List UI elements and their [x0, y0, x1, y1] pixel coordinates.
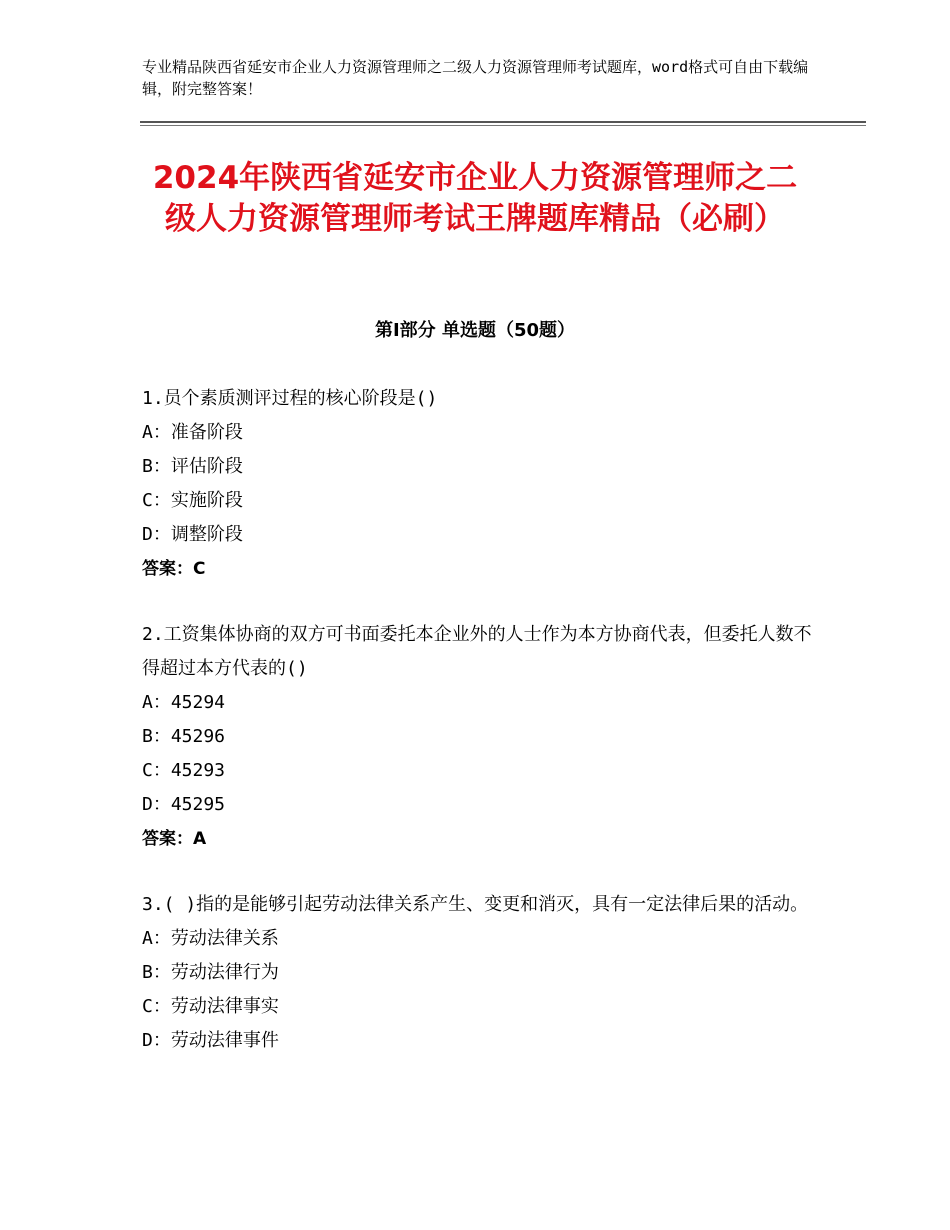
question-3 — [142, 888, 822, 1058]
option-b: B：劳动法律行为 — [142, 962, 279, 983]
option-d: D：45295 — [142, 794, 226, 815]
question-list — [142, 382, 822, 1090]
question-1 — [142, 382, 822, 586]
option-b: B：评估阶段 — [142, 456, 243, 477]
question-stem: 3.( )指的是能够引起劳动法律关系产生、变更和消灭，具有一定法律后果的活动。 — [142, 894, 809, 915]
option-c: C：实施阶段 — [142, 490, 243, 511]
answer: 答案：A — [142, 829, 207, 849]
answer: 答案：C — [142, 559, 206, 579]
section-title: 第Ⅰ部分 单选题（50题） — [374, 320, 575, 341]
option-c: C：劳动法律事实 — [142, 996, 279, 1017]
header-rule-thin — [140, 125, 866, 126]
document-title: 2024年陕西省延安市企业人力资源管理师之二级人力资源管理师考试王牌题库精品（必刷） — [152, 160, 798, 237]
option-d: D：劳动法律事件 — [142, 1030, 279, 1051]
option-b: B：45296 — [142, 726, 226, 747]
option-a: A：45294 — [142, 692, 226, 713]
question-2 — [142, 618, 822, 856]
option-d: D：调整阶段 — [142, 524, 243, 545]
question-stem: 1.员个素质测评过程的核心阶段是() — [142, 388, 438, 409]
question-stem: 2.工资集体协商的双方可书面委托本企业外的人士作为本方协商代表，但委托人数不得超过本方代表的() — [142, 624, 812, 679]
option-a: A：劳动法律关系 — [142, 928, 279, 949]
option-c: C：45293 — [142, 760, 226, 781]
option-a: A：准备阶段 — [142, 422, 243, 443]
header-note: 专业精品陕西省延安市企业人力资源管理师之二级人力资源管理师考试题库，word格式可自由下载编辑，附完整答案！ — [142, 58, 809, 98]
header-rule — [140, 121, 866, 123]
